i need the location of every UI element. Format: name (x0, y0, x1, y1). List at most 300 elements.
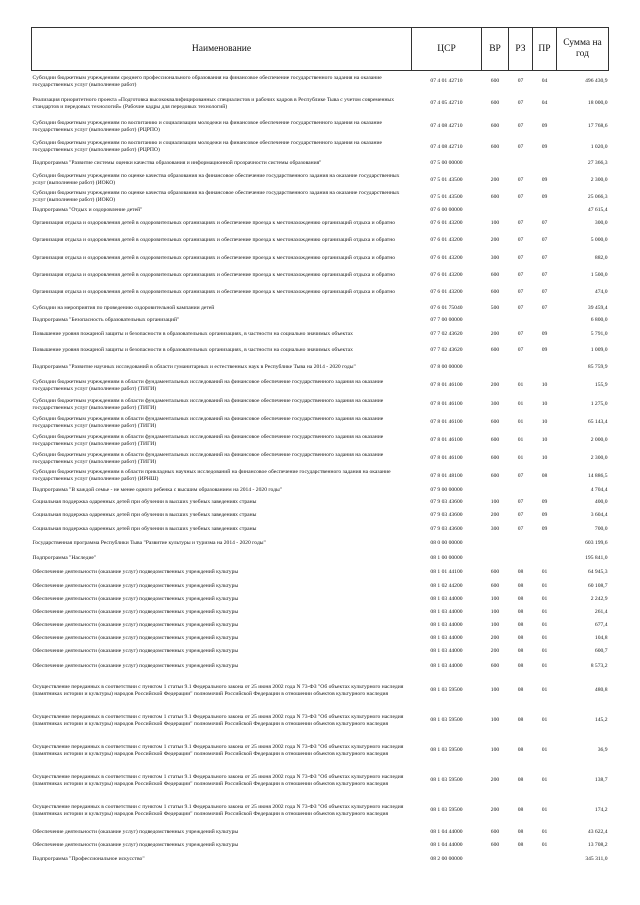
cell-csr: 07 4 05 42710 (430, 100, 463, 107)
table-row (32, 536, 609, 552)
cell-name: Обеспечение деятельности (оказание услуг) подведомственных учреждений культуры (32, 595, 239, 602)
cell-pr: 07 (541, 289, 548, 296)
table-row (32, 468, 609, 485)
cell-csr: 08 1 03 59500 (430, 687, 463, 694)
cell-pr: 01 (541, 647, 548, 654)
cell-vr: 100 (490, 498, 500, 505)
cell-pr: 07 (541, 255, 548, 262)
cell-sum: 1 009,0 (590, 347, 608, 354)
cell-name: Организация отдыха и оздоровления детей в оздоровительных организациях и обеспечение проезда к местонахождению организаций отдыха и обратно (32, 237, 396, 244)
cell-name: Государственная программа Республики Тыва "Развитие культуры и туризма на 2014 - 2020 годы" (32, 540, 266, 547)
table-row (32, 268, 609, 284)
cell-name: Подпрограмма "Профессиональное искусство" (32, 856, 145, 863)
cell-rz: 01 (517, 455, 524, 462)
cell-vr: 100 (490, 687, 500, 694)
cell-rz: 07 (517, 347, 524, 354)
cell-rz: 07 (517, 289, 524, 296)
cell-sum: 2 242,9 (590, 595, 608, 602)
cell-csr: 07 8 01 48100 (430, 472, 463, 479)
cell-rz: 01 (517, 382, 524, 389)
cell-rz: 08 (517, 842, 524, 849)
cell-rz: 07 (517, 255, 524, 262)
cell-pr: 07 (541, 305, 548, 312)
cell-rz: 01 (517, 419, 524, 426)
cell-name: Обеспечение деятельности (оказание услуг) подведомственных учреждений культуры (32, 568, 239, 575)
table-row (32, 706, 609, 736)
cell-vr: 600 (490, 437, 500, 444)
cell-name: Организация отдыха и оздоровления детей в оздоровительных организациях и обеспечение проезда к местонахождению организаций отдыха и обратно (32, 220, 396, 227)
cell-name: Социальная поддержка одаренных детей при обучении в высших учебных заведениях страны (32, 498, 257, 505)
table-row (32, 606, 609, 619)
cell-csr: 07 8 00 00000 (430, 363, 463, 370)
cell-csr: 07 9 00 00000 (430, 486, 463, 493)
cell-sum: 882,0 (594, 255, 608, 262)
cell-vr: 100 (490, 717, 500, 724)
cell-pr: 01 (541, 717, 548, 724)
cell-rz: 07 (517, 78, 524, 85)
cell-vr: 600 (490, 828, 500, 835)
cell-csr: 08 1 02 44200 (430, 582, 463, 589)
cell-vr: 200 (490, 382, 500, 389)
cell-vr: 600 (490, 582, 500, 589)
cell-vr (482, 536, 509, 552)
cell-name: Субсидии бюджетным учреждениям в области фундаментальных исследований на финансовое обеспечение государственного задания на оказание государственных услуг (выполнение работ) (ТИГИ) (32, 397, 384, 411)
cell-vr: 200 (490, 237, 500, 244)
cell-pr: 01 (541, 582, 548, 589)
cell-sum: 13 708,2 (587, 842, 608, 849)
cell-name: Субсидии бюджетным учреждениям по воспитанию и социализации молодежи на финансовое обеспечение государственного задания на оказание государственных услуг (выполнение работ) (РЦРПО) (32, 119, 382, 133)
cell-pr: 01 (541, 807, 548, 814)
cell-csr: 07 6 01 43200 (430, 289, 463, 296)
cell-pr: 01 (541, 828, 548, 835)
cell-vr (482, 853, 509, 867)
cell-csr: 07 5 01 43500 (430, 176, 463, 183)
cell-name: Подпрограмма "Наследие" (32, 554, 97, 561)
cell-name: Субсидии бюджетным учреждениям по воспитанию и социализации молодежи на финансовое обеспечение государственного задания на оказание государственных услуг (выполнение работ) (РЦРПО) (32, 140, 382, 153)
table-row (32, 302, 609, 316)
cell-pr: 01 (541, 608, 548, 615)
cell-pr (533, 206, 557, 216)
cell-sum: 5 000,0 (590, 237, 608, 244)
cell-sum: 1 500,0 (590, 272, 608, 279)
cell-sum: 47 615,4 (587, 207, 608, 214)
cell-csr: 07 4 08 42710 (430, 123, 463, 130)
cell-name: Обеспечение деятельности (оказание услуг) подведомственных учреждений культуры (32, 634, 239, 641)
cell-name: Субсидии бюджетным учреждениям среднего профессионального образования на финансовое обеспечение государственного задания на оказание государственных услуг (выполнение работ) (32, 75, 382, 88)
cell-rz: 08 (517, 717, 524, 724)
table-row (32, 826, 609, 839)
cell-pr: 01 (541, 634, 548, 641)
cell-pr: 07 (541, 220, 548, 227)
cell-sum: 17 768,6 (587, 123, 608, 130)
cell-vr: 600 (490, 272, 500, 279)
cell-sum: 104,8 (594, 634, 608, 641)
cell-csr: 08 1 00 00000 (430, 554, 463, 561)
cell-rz: 08 (517, 582, 524, 589)
cell-pr: 09 (541, 330, 548, 337)
cell-csr: 08 1 03 44000 (430, 608, 463, 615)
table-row (32, 658, 609, 676)
table-header-row (32, 28, 609, 71)
cell-vr: 600 (490, 289, 500, 296)
cell-rz: 08 (517, 663, 524, 670)
cell-vr: 600 (490, 100, 500, 107)
cell-vr: 200 (490, 176, 500, 183)
cell-sum: 39 459,4 (587, 305, 608, 312)
table-row (32, 71, 609, 93)
cell-pr: 07 (541, 237, 548, 244)
cell-rz: 07 (517, 123, 524, 130)
table-row (32, 632, 609, 645)
cell-csr: 07 7 02 43620 (430, 330, 463, 337)
cell-pr: 09 (541, 347, 548, 354)
cell-vr (482, 206, 509, 216)
cell-pr: 10 (541, 419, 548, 426)
cell-csr: 07 6 01 43200 (430, 255, 463, 262)
cell-csr: 07 6 00 00000 (430, 207, 463, 214)
table-row (32, 766, 609, 796)
table-row (32, 485, 609, 496)
cell-csr: 07 6 01 75040 (430, 305, 463, 312)
table-row (32, 796, 609, 826)
cell-rz (509, 853, 533, 867)
table-row (32, 565, 609, 580)
table-row (32, 139, 609, 156)
cell-sum: 27 366,3 (587, 160, 608, 167)
table-row (32, 396, 609, 414)
cell-rz: 07 (517, 525, 524, 532)
cell-sum: 65 143,4 (587, 419, 608, 426)
cell-rz: 01 (517, 401, 524, 408)
cell-vr: 600 (490, 123, 500, 130)
cell-vr (482, 485, 509, 496)
cell-sum: 85 759,9 (587, 363, 608, 370)
cell-pr: 07 (541, 272, 548, 279)
cell-pr: 01 (541, 747, 548, 754)
cell-sum: 155,9 (594, 382, 608, 389)
cell-csr: 07 6 01 43200 (430, 272, 463, 279)
table-row (32, 172, 609, 189)
cell-csr: 07 8 01 46100 (430, 437, 463, 444)
cell-sum: 1 020,0 (590, 143, 608, 150)
cell-sum: 195 841,0 (585, 554, 608, 561)
cell-sum: 138,7 (594, 777, 608, 784)
cell-rz: 08 (517, 634, 524, 641)
table-row (32, 593, 609, 606)
cell-rz: 08 (517, 828, 524, 835)
cell-name: Подпрограмма "Развитие научных исследований в области гуманитарных и естественных наук в Республике Тыва на 2014 - 2020 годы" (32, 363, 356, 370)
cell-rz (509, 206, 533, 216)
cell-sum: 677,4 (594, 621, 608, 628)
cell-pr: 10 (541, 382, 548, 389)
cell-pr (533, 156, 557, 172)
cell-csr: 07 8 01 46100 (430, 401, 463, 408)
table-row (32, 115, 609, 139)
cell-name: Организация отдыха и оздоровления детей в оздоровительных организациях и обеспечение проезда к местонахождению организаций отдыха и обратно (32, 289, 396, 296)
cell-pr (533, 853, 557, 867)
cell-csr: 08 1 03 59500 (430, 747, 463, 754)
cell-csr: 08 1 03 44000 (430, 634, 463, 641)
cell-name: Организация отдыха и оздоровления детей в оздоровительных организациях и обеспечение проезда к местонахождению организаций отдыха и обратно (32, 255, 396, 262)
cell-csr: 08 1 03 44000 (430, 647, 463, 654)
table-row (32, 250, 609, 268)
cell-name: Субсидии бюджетным учреждениям в области фундаментальных исследований на финансовое обеспечение государственного задания на оказание государственных услуг (выполнение работ) (ТИГИ) (32, 378, 384, 392)
cell-sum: 600,7 (594, 647, 608, 654)
cell-pr: 09 (541, 176, 548, 183)
cell-sum: 700,0 (594, 525, 608, 532)
cell-sum: 300,0 (594, 220, 608, 227)
cell-sum: 1 275,0 (590, 401, 608, 408)
cell-rz (509, 485, 533, 496)
cell-pr: 09 (541, 123, 548, 130)
cell-csr: 07 7 00 00000 (430, 317, 463, 324)
cell-vr: 100 (490, 747, 500, 754)
header-pr: ПР (533, 28, 557, 71)
table-row (32, 619, 609, 632)
cell-vr: 600 (490, 347, 500, 354)
cell-pr: 09 (541, 498, 548, 505)
table-row (32, 206, 609, 216)
cell-pr: 04 (541, 100, 548, 107)
table-row (32, 580, 609, 593)
cell-csr: 07 4 01 42710 (430, 78, 463, 85)
cell-sum: 4 704,4 (590, 486, 608, 493)
cell-pr: 08 (541, 472, 548, 479)
cell-name: Социальная поддержка одаренных детей при обучении в высших учебных заведениях страны (32, 525, 257, 532)
cell-csr: 08 1 03 44000 (430, 595, 463, 602)
cell-csr: 08 1 03 59500 (430, 777, 463, 784)
cell-vr: 200 (490, 512, 500, 519)
cell-rz: 08 (517, 647, 524, 654)
cell-csr: 08 1 01 44100 (430, 568, 463, 575)
cell-rz: 08 (517, 807, 524, 814)
cell-pr: 10 (541, 437, 548, 444)
cell-pr: 10 (541, 401, 548, 408)
cell-sum: 261,4 (594, 608, 608, 615)
cell-name: Подпрограмма "Безопасность образовательных организаций" (32, 317, 180, 324)
cell-sum: 60 108,7 (587, 582, 608, 589)
cell-vr: 200 (490, 634, 500, 641)
cell-rz: 07 (517, 193, 524, 200)
cell-name: Реализация приоритетного проекта «Подготовка высококвалифицированных специалистов и рабочих кадров в Республике Тыва с учетом современных стандартов и передовых технологий» (Рабочие кадры для передовых технологий) (32, 96, 394, 110)
table-body (32, 71, 609, 867)
cell-rz: 08 (517, 777, 524, 784)
cell-sum: 36,9 (597, 747, 608, 754)
cell-rz: 08 (517, 595, 524, 602)
table-row (32, 523, 609, 536)
cell-vr (482, 552, 509, 565)
cell-rz: 07 (517, 237, 524, 244)
cell-sum: 5 791,0 (590, 330, 608, 337)
cell-pr: 09 (541, 525, 548, 532)
cell-pr: 01 (541, 663, 548, 670)
table-row (32, 450, 609, 468)
cell-pr (533, 316, 557, 326)
cell-name: Осуществление переданных в соответствии с пунктом 1 статьи 9.1 Федерального закона от 25 июня 2002 года N 73-ФЗ "Об объектах культурного наследия (памятниках истории и культуры) народов Российской Федерации" полномочий Российской Федерации в отношении объектов культурного наследия (32, 713, 404, 727)
cell-name: Субсидии бюджетным учреждениям по оценке качества образования на финансовое обеспечение государственного задания на оказание государственных услуг (выполнение работ) (ИОКО) (32, 173, 400, 186)
table-row (32, 189, 609, 206)
table-row (32, 216, 609, 232)
budget-table (31, 27, 609, 867)
cell-vr: 600 (490, 455, 500, 462)
cell-rz: 07 (517, 176, 524, 183)
cell-pr: 01 (541, 687, 548, 694)
cell-vr: 100 (490, 621, 500, 628)
cell-csr: 08 1 04 44000 (430, 842, 463, 849)
cell-csr: 07 9 03 43600 (430, 512, 463, 519)
cell-csr: 07 9 03 43600 (430, 525, 463, 532)
cell-vr: 100 (490, 595, 500, 602)
cell-name: Социальная поддержка одаренных детей при обучении в высших учебных заведениях страны (32, 512, 257, 519)
cell-sum: 174,2 (594, 807, 608, 814)
cell-rz: 07 (517, 512, 524, 519)
cell-rz (509, 359, 533, 376)
cell-pr (533, 485, 557, 496)
table-row (32, 376, 609, 396)
header-rz: РЗ (509, 28, 533, 71)
cell-csr: 08 1 03 44000 (430, 621, 463, 628)
cell-name: Субсидии бюджетным учреждениям по оценке качества образования на финансовое обеспечение государственного задания на оказание государственных услуг (выполнение работ) (ИОКО) (32, 190, 400, 203)
cell-vr: 200 (490, 647, 500, 654)
table-row (32, 676, 609, 706)
cell-sum: 43 622,4 (587, 828, 608, 835)
cell-sum: 145,2 (594, 717, 608, 724)
cell-name: Обеспечение деятельности (оказание услуг) подведомственных учреждений культуры (32, 842, 239, 849)
table-row (32, 432, 609, 450)
cell-pr: 01 (541, 595, 548, 602)
cell-name: Субсидии бюджетным учреждениям в области прикладных научных исследований на финансовое обеспечение государственного задания на оказание государственных услуг (выполнение работ) (ИРНШ) (32, 469, 391, 482)
cell-vr: 200 (490, 330, 500, 337)
table-row (32, 343, 609, 359)
header-vr: ВР (482, 28, 509, 71)
cell-vr: 600 (490, 842, 500, 849)
cell-sum: 25 066,3 (587, 193, 608, 200)
cell-csr: 07 4 08 42710 (430, 143, 463, 150)
cell-name: Подпрограмма "Отдых и оздоровление детей" (32, 207, 143, 214)
cell-name: Субсидии на мероприятия по проведению оздоровительной кампании детей (32, 305, 215, 312)
table-row (32, 284, 609, 302)
cell-csr: 07 6 01 43200 (430, 220, 463, 227)
cell-rz (509, 552, 533, 565)
cell-pr (533, 359, 557, 376)
table-row (32, 232, 609, 250)
cell-sum: 2 000,0 (590, 437, 608, 444)
cell-name: Осуществление переданных в соответствии с пунктом 1 статьи 9.1 Федерального закона от 25 июня 2002 года N 73-ФЗ "Об объектах культурного наследия (памятниках истории и культуры) народов Российской Федерации" полномочий Российской Федерации в отношении объектов культурного наследия (32, 743, 404, 757)
cell-csr: 08 2 00 00000 (430, 856, 463, 863)
cell-vr (482, 156, 509, 172)
table-row (32, 853, 609, 867)
cell-name: Подпрограмма "В каждой семье - не менее одного ребенка с высшим образованием на 2014 - 2020 годы" (32, 486, 283, 493)
cell-vr (482, 359, 509, 376)
cell-vr: 300 (490, 525, 500, 532)
cell-name: Обеспечение деятельности (оказание услуг) подведомственных учреждений культуры (32, 582, 239, 589)
cell-rz: 08 (517, 621, 524, 628)
cell-name: Субсидии бюджетным учреждениям в области фундаментальных исследований на финансовое обеспечение государственного задания на оказание государственных услуг (выполнение работ) (ТИГИ) (32, 451, 384, 465)
table-row (32, 359, 609, 376)
table-row (32, 736, 609, 766)
cell-pr: 01 (541, 777, 548, 784)
cell-pr: 01 (541, 621, 548, 628)
cell-sum: 2 300,0 (590, 176, 608, 183)
cell-name: Повышение уровня пожарной защиты и безопасности в образовательных организациях, в частности на социально значимых объектах (32, 347, 353, 354)
cell-pr: 10 (541, 455, 548, 462)
cell-vr: 600 (490, 419, 500, 426)
table-row (32, 414, 609, 432)
cell-vr: 200 (490, 807, 500, 814)
cell-name: Субсидии бюджетным учреждениям в области фундаментальных исследований на финансовое обеспечение государственного задания на оказание государственных услуг (выполнение работ) (ТИГИ) (32, 415, 384, 429)
cell-sum: 8 573,2 (590, 663, 608, 670)
cell-sum: 18 000,0 (587, 100, 608, 107)
cell-vr: 100 (490, 608, 500, 615)
cell-csr: 08 1 03 44000 (430, 663, 463, 670)
cell-vr: 600 (490, 663, 500, 670)
cell-rz: 07 (517, 272, 524, 279)
cell-rz: 07 (517, 498, 524, 505)
cell-csr: 07 8 01 46100 (430, 382, 463, 389)
cell-vr (482, 316, 509, 326)
cell-pr: 01 (541, 568, 548, 575)
cell-pr: 09 (541, 143, 548, 150)
cell-sum: 2 300,0 (590, 455, 608, 462)
cell-rz (509, 536, 533, 552)
cell-csr: 07 9 03 43600 (430, 498, 463, 505)
cell-rz: 08 (517, 687, 524, 694)
cell-rz: 07 (517, 330, 524, 337)
cell-sum: 345 311,0 (585, 856, 608, 863)
cell-name: Осуществление переданных в соответствии с пунктом 1 статьи 9.1 Федерального закона от 25 июня 2002 года N 73-ФЗ "Об объектах культурного наследия (памятниках истории и культуры) народов Российской Федерации" полномочий Российской Федерации в отношении объектов культурного наследия (32, 773, 404, 787)
table-row (32, 93, 609, 115)
cell-sum: 400,0 (594, 498, 608, 505)
cell-csr: 08 1 04 44000 (430, 828, 463, 835)
cell-csr: 07 6 01 43200 (430, 237, 463, 244)
cell-vr: 600 (490, 78, 500, 85)
cell-rz: 07 (517, 220, 524, 227)
cell-vr: 500 (490, 305, 500, 312)
cell-rz: 07 (517, 305, 524, 312)
cell-rz (509, 316, 533, 326)
cell-pr (533, 552, 557, 565)
cell-csr: 07 8 01 46100 (430, 419, 463, 426)
cell-csr: 07 8 01 46100 (430, 455, 463, 462)
table-row (32, 509, 609, 523)
table-row (32, 156, 609, 172)
cell-rz: 08 (517, 608, 524, 615)
cell-name: Субсидии бюджетным учреждениям в области фундаментальных исследований на финансовое обеспечение государственного задания на оказание государственных услуг (выполнение работ) (ТИГИ) (32, 433, 384, 447)
table-row (32, 839, 609, 853)
header-csr: ЦСР (412, 28, 482, 71)
cell-vr: 300 (490, 255, 500, 262)
cell-name: Организация отдыха и оздоровления детей в оздоровительных организациях и обеспечение проезда к местонахождению организаций отдыха и обратно (32, 272, 396, 279)
cell-name: Обеспечение деятельности (оказание услуг) подведомственных учреждений культуры (32, 647, 239, 654)
cell-rz: 07 (517, 143, 524, 150)
cell-csr: 07 7 02 43620 (430, 347, 463, 354)
table-row (32, 645, 609, 658)
cell-sum: 3 604,4 (590, 512, 608, 519)
cell-sum: 474,0 (594, 289, 608, 296)
cell-sum: 496 430,9 (585, 78, 608, 85)
cell-sum: 64 945,3 (587, 568, 608, 575)
cell-name: Обеспечение деятельности (оказание услуг) подведомственных учреждений культуры (32, 663, 239, 670)
cell-rz: 07 (517, 100, 524, 107)
cell-rz: 08 (517, 568, 524, 575)
cell-rz: 07 (517, 472, 524, 479)
cell-name: Повышение уровня пожарной защиты и безопасности в образовательных организациях, в частности на социально значимых объектах (32, 330, 353, 337)
cell-name: Осуществление переданных в соответствии с пунктом 1 статьи 9.1 Федерального закона от 25 июня 2002 года N 73-ФЗ "Об объектах культурного наследия (памятниках истории и культуры) народов Российской Федерации" полномочий Российской Федерации в отношении объектов культурного наследия (32, 683, 404, 697)
table-row (32, 496, 609, 509)
cell-name: Осуществление переданных в соответствии с пунктом 1 статьи 9.1 Федерального закона от 25 июня 2002 года N 73-ФЗ "Об объектах культурного наследия (памятниках истории и культуры) народов Российской Федерации" полномочий Российской Федерации в отношении объектов культурного наследия (32, 803, 404, 817)
cell-name: Обеспечение деятельности (оказание услуг) подведомственных учреждений культуры (32, 828, 239, 835)
cell-pr: 09 (541, 193, 548, 200)
